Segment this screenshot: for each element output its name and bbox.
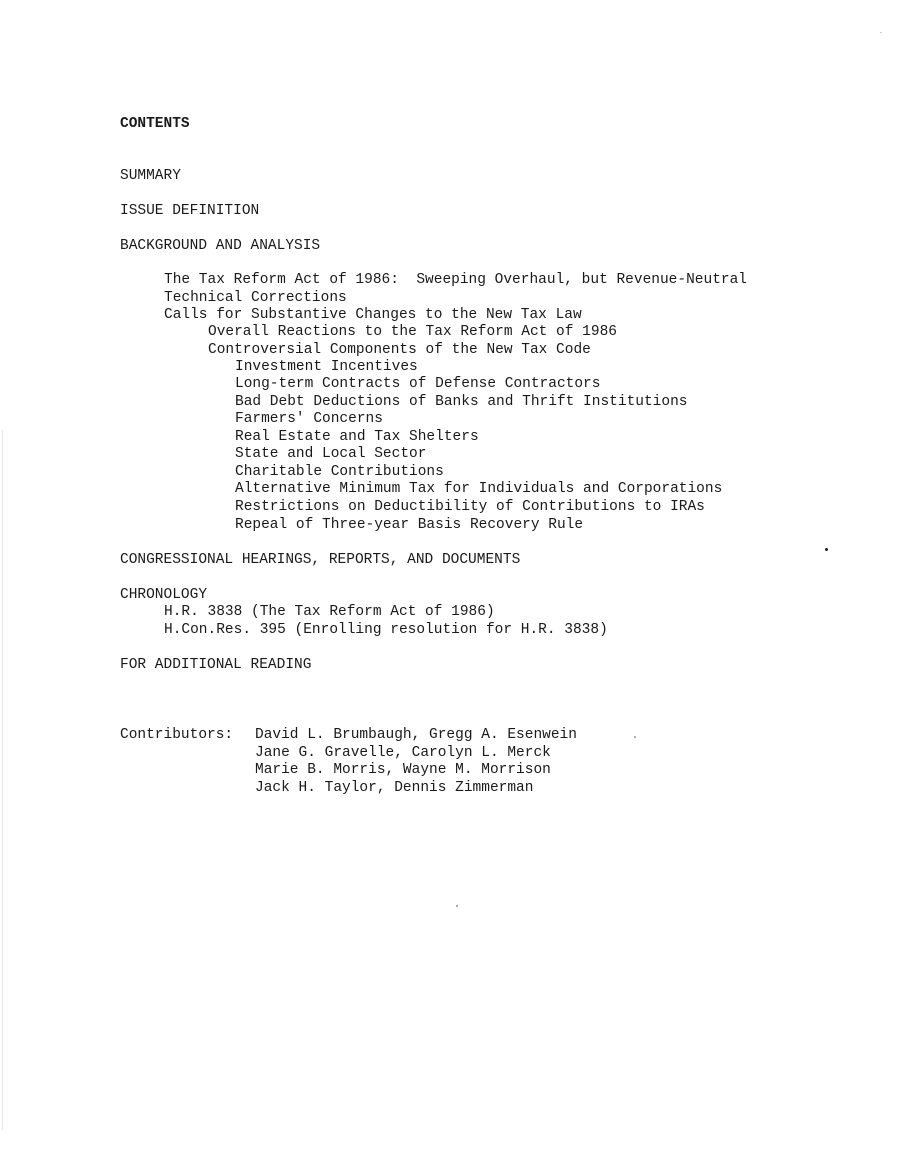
toc-subsubitem: Restrictions on Deductibility of Contributions to IRAs xyxy=(235,499,705,515)
toc-item-technical-corrections: Technical Corrections xyxy=(164,290,347,306)
contributors-line: David L. Brumbaugh, Gregg A. Esenwein xyxy=(255,727,577,743)
contributors-line: Jack H. Taylor, Dennis Zimmerman xyxy=(255,780,534,796)
scan-speck xyxy=(825,548,828,551)
toc-issue-definition: ISSUE DEFINITION xyxy=(120,203,260,219)
contents-heading: CONTENTS xyxy=(120,116,190,132)
scan-speck xyxy=(456,905,458,907)
page-edge-shadow xyxy=(2,430,3,1130)
toc-item-tax-reform-act: The Tax Reform Act of 1986: Sweeping Overhaul, but Revenue-Neutral xyxy=(164,272,747,288)
toc-chronology: CHRONOLOGY xyxy=(120,587,208,603)
toc-chronology-item-hconres395: H.Con.Res. 395 (Enrolling resolution for H.R. 3838) xyxy=(164,622,608,638)
toc-chronology-item-hr3838: H.R. 3838 (The Tax Reform Act of 1986) xyxy=(164,604,495,620)
toc-summary: SUMMARY xyxy=(120,168,181,184)
contributors-line: Marie B. Morris, Wayne M. Morrison xyxy=(255,762,551,778)
toc-subsubitem: Charitable Contributions xyxy=(235,464,444,480)
toc-subsubitem: State and Local Sector xyxy=(235,446,427,462)
scan-speck xyxy=(634,736,636,738)
toc-subitem-overall-reactions: Overall Reactions to the Tax Reform Act of 1986 xyxy=(208,324,617,340)
toc-subsubitem: Long-term Contracts of Defense Contractors xyxy=(235,376,601,392)
contributors-line: Jane G. Gravelle, Carolyn L. Merck xyxy=(255,745,551,761)
toc-subsubitem: Alternative Minimum Tax for Individuals and Corporations xyxy=(235,481,723,497)
toc-subsubitem: Farmers' Concerns xyxy=(235,411,383,427)
toc-background-analysis: BACKGROUND AND ANALYSIS xyxy=(120,238,321,254)
toc-subsubitem: Investment Incentives xyxy=(235,359,418,375)
contributors-label: Contributors: xyxy=(120,727,234,743)
toc-congressional-hearings: CONGRESSIONAL HEARINGS, REPORTS, AND DOCUMENTS xyxy=(120,552,521,568)
toc-subsubitem: Real Estate and Tax Shelters xyxy=(235,429,479,445)
toc-additional-reading: FOR ADDITIONAL READING xyxy=(120,657,312,673)
toc-subsubitem: Repeal of Three-year Basis Recovery Rule xyxy=(235,517,584,533)
toc-subitem-controversial-components: Controversial Components of the New Tax Code xyxy=(208,342,591,358)
toc-item-calls-for-changes: Calls for Substantive Changes to the New Tax Law xyxy=(164,307,582,323)
toc-subsubitem: Bad Debt Deductions of Banks and Thrift Institutions xyxy=(235,394,688,410)
scan-speck xyxy=(880,32,882,33)
